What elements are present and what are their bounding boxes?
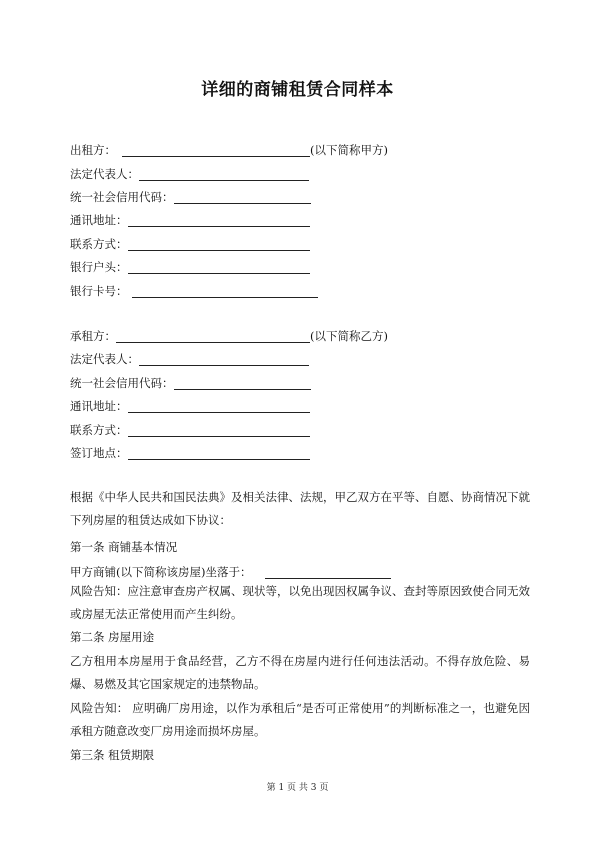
lessor-legal-rep-line bbox=[70, 167, 309, 181]
lessor-bank-name-label: 银行户头： bbox=[70, 260, 128, 274]
lessor-bank-card-label: 银行卡号： bbox=[70, 284, 128, 298]
lessor-party-suffix: (以下简称甲方) bbox=[310, 143, 388, 157]
article2-body-paragraph: 乙方租用本房屋用于食品经营，乙方不得在房屋内进行任何违法活动。不得存放危险、易爆、易燃及其它国家规定的违禁物品。 bbox=[70, 654, 530, 691]
lessee-party-suffix: (以下简称乙方) bbox=[310, 329, 388, 343]
lessor-bank-card-line bbox=[70, 284, 318, 298]
lessee-party-label: 承租方： bbox=[70, 329, 116, 343]
lessor-address-line bbox=[70, 213, 310, 227]
lessee-name-field[interactable] bbox=[116, 330, 310, 343]
lessee-legal-rep-line bbox=[70, 352, 309, 366]
document-title: 详细的商铺租赁合同样本 bbox=[201, 80, 394, 100]
lessee-contact-field[interactable] bbox=[128, 424, 310, 437]
article1-heading: 第一条 商铺基本情况 bbox=[70, 540, 178, 554]
article1-location-line bbox=[70, 565, 391, 579]
lessee-address-label: 通讯地址： bbox=[70, 399, 128, 413]
lessee-sign-place-field[interactable] bbox=[128, 447, 310, 460]
lessee-party-line bbox=[70, 329, 388, 343]
lessee-credit-code-label: 统一社会信用代码： bbox=[70, 376, 174, 390]
lessor-contact-label: 联系方式： bbox=[70, 237, 128, 251]
article2-heading: 第二条 房屋用途 bbox=[70, 630, 155, 644]
lessee-legal-rep-label: 法定代表人： bbox=[70, 352, 139, 366]
lessee-contact-line bbox=[70, 423, 310, 437]
lessee-contact-label: 联系方式： bbox=[70, 423, 128, 437]
intro-paragraph: 根据《中华人民共和国民法典》及相关法律、法规，甲乙双方在平等、自愿、协商情况下就下列房屋的租赁达成如下协议： bbox=[70, 490, 530, 527]
article2-risk-paragraph: 风险告知： 应明确厂房用途，以作为承租后“是否可正常使用”的判断标准之一，也避免因承租方随意改变厂房用途而损坏房屋。 bbox=[70, 701, 530, 738]
article3-heading: 第三条 租赁期限 bbox=[70, 748, 155, 762]
lessee-credit-code-line bbox=[70, 376, 311, 390]
article1-location-field[interactable] bbox=[265, 566, 391, 579]
lessor-contact-line bbox=[70, 237, 310, 251]
lessor-party-line bbox=[70, 143, 388, 157]
lessor-credit-code-line bbox=[70, 190, 311, 204]
lessor-name-field[interactable] bbox=[122, 144, 310, 157]
lessee-address-line bbox=[70, 399, 310, 413]
lessor-party-label: 出租方： bbox=[70, 143, 116, 157]
lessee-legal-rep-field[interactable] bbox=[139, 353, 309, 366]
lessee-credit-code-field[interactable] bbox=[174, 377, 311, 390]
article1-location-label: 甲方商铺(以下简称该房屋)坐落于： bbox=[70, 565, 252, 579]
page-footer: 第 1 页 共 3 页 bbox=[266, 783, 329, 793]
article1-risk-paragraph: 风险告知：应注意审查房产权属、现状等，以免出现因权属争议、查封等原因致使合同无效或房屋无法正常使用而产生纠纷。 bbox=[70, 584, 530, 621]
lessee-address-field[interactable] bbox=[128, 400, 310, 413]
lessor-legal-rep-field[interactable] bbox=[139, 168, 309, 181]
lessor-credit-code-label: 统一社会信用代码： bbox=[70, 190, 174, 204]
lessor-bank-card-field[interactable] bbox=[132, 285, 318, 298]
lessee-sign-place-label: 签订地点： bbox=[70, 446, 128, 460]
lessor-bank-name-field[interactable] bbox=[128, 261, 310, 274]
lessor-credit-code-field[interactable] bbox=[174, 191, 311, 204]
lessor-address-label: 通讯地址： bbox=[70, 213, 128, 227]
lessor-legal-rep-label: 法定代表人： bbox=[70, 167, 139, 181]
lessor-address-field[interactable] bbox=[128, 214, 310, 227]
lessor-bank-name-line bbox=[70, 260, 310, 274]
lessor-contact-field[interactable] bbox=[128, 238, 310, 251]
lessee-sign-place-line bbox=[70, 446, 310, 460]
